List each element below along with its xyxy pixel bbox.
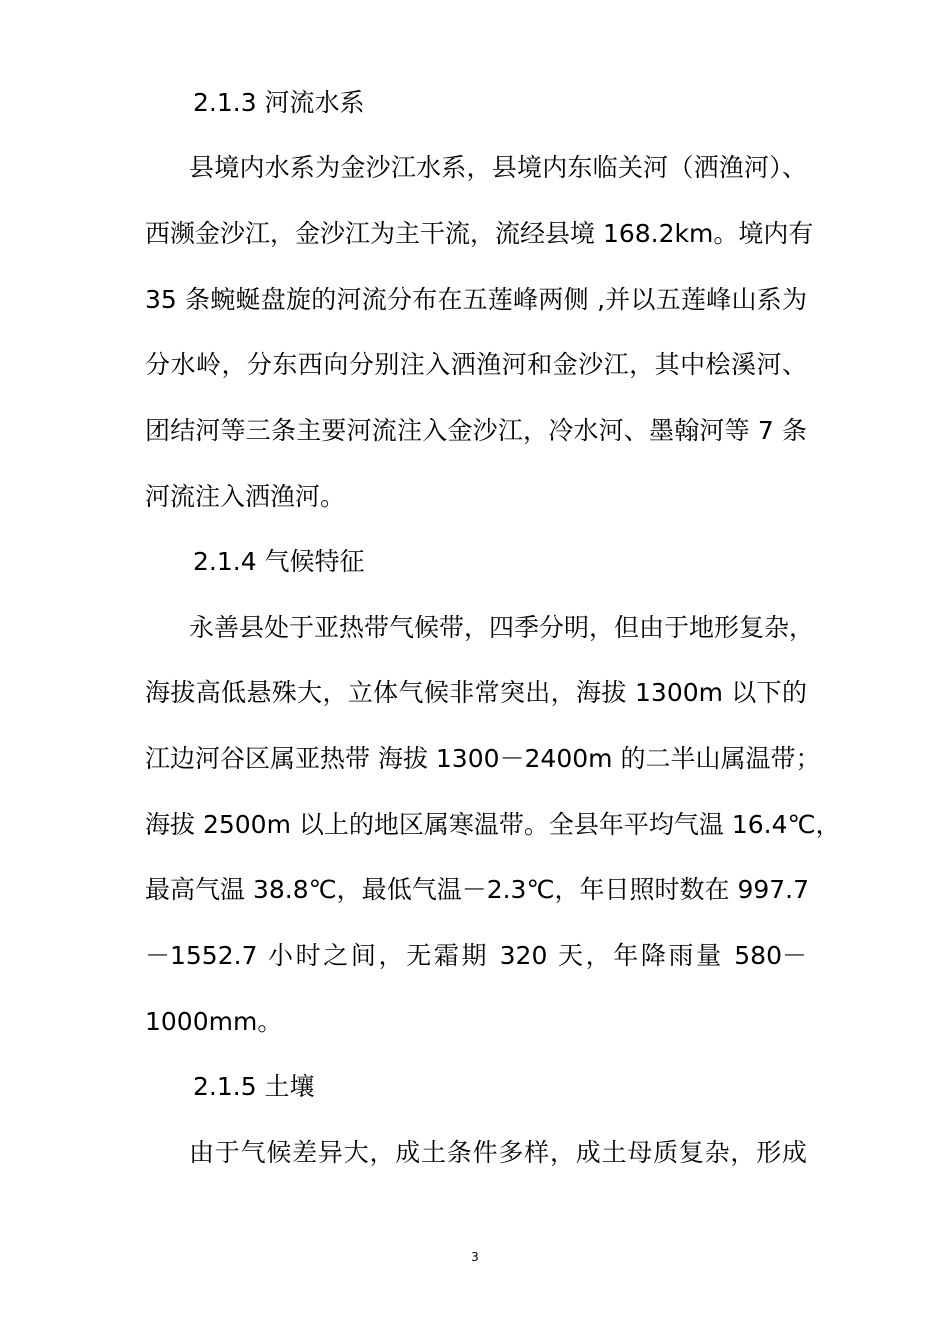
section-heading-rivers: 2.1.3 河流水系 xyxy=(193,88,365,117)
paragraph-line: 永善县处于亚热带气候带，四季分明，但由于地形复杂， xyxy=(189,613,815,642)
paragraph-line: －1552.7 小时之间，无霜期 320 天，年降雨量 580－ xyxy=(145,941,807,970)
paragraph-line: 分水岭，分东西向分别注入洒渔河和金沙江，其中桧溪河、 xyxy=(145,350,807,379)
section-heading-climate: 2.1.4 气候特征 xyxy=(193,547,365,576)
paragraph-line: 最高气温 38.8℃，最低气温－2.3℃，年日照时数在 997.7 xyxy=(145,875,810,904)
paragraph-line: 西濒金沙江，金沙江为主干流，流经县境 168.2km。境内有 xyxy=(145,219,814,248)
paragraph-line: 县境内水系为金沙江水系，县境内东临关河（洒渔河）、 xyxy=(189,153,807,182)
paragraph-line: 1000mm。 xyxy=(145,1007,283,1036)
section-heading-soil: 2.1.5 土壤 xyxy=(193,1072,315,1101)
paragraph-line: 江边河谷区属亚热带 海拔 1300－2400m 的二半山属温带； xyxy=(145,744,821,773)
paragraph-line: 团结河等三条主要河流注入金沙江，冷水河、墨翰河等 7 条 xyxy=(145,416,807,445)
paragraph-line: 由于气候差异大，成土条件多样，成土母质复杂，形成 xyxy=(189,1138,807,1167)
paragraph-line: 河流注入洒渔河。 xyxy=(145,482,346,511)
paragraph-line: 海拔 2500m 以上的地区属寒温带。全县年平均气温 16.4℃， xyxy=(145,810,841,839)
page-number: 3 xyxy=(471,1250,479,1264)
paragraph-line: 35 条蜿蜒盘旋的河流分布在五莲峰两侧 ,并以五莲峰山系为 xyxy=(145,285,807,314)
paragraph-line: 海拔高低悬殊大，立体气候非常突出，海拔 1300m 以下的 xyxy=(145,678,807,707)
